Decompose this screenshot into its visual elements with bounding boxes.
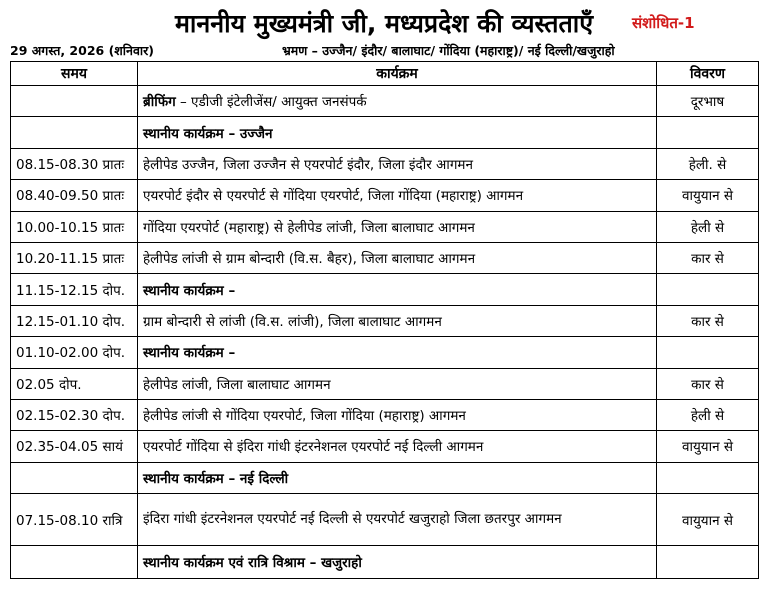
table-row [11, 211, 759, 242]
table-row [11, 368, 759, 399]
table-row [11, 431, 759, 462]
program-cell [138, 86, 657, 117]
details-cell [657, 274, 759, 305]
schedule-table [10, 61, 759, 579]
table-row [11, 117, 759, 148]
column-header-program: कार्यक्रम [138, 62, 657, 86]
program-text: ग्राम बोन्दारी से लांजी (वि.स. लांजी), जिला बालाघाट आगमन [143, 313, 442, 330]
program-cell [138, 368, 657, 399]
details-cell: वायुयान से [657, 431, 759, 462]
details-cell: दूरभाष [657, 86, 759, 117]
details-cell: हेली. से [657, 148, 759, 179]
table-row [11, 462, 759, 493]
time-cell: 08.40-09.50 प्रातः [11, 180, 138, 211]
table-row [11, 337, 759, 368]
time-cell: 08.15-08.30 प्रातः [11, 148, 138, 179]
program-cell [138, 546, 657, 579]
table-row [11, 242, 759, 273]
program-heading: स्थानीय कार्यक्रम – [143, 282, 236, 299]
column-header-time: समय [11, 62, 138, 86]
table-row [11, 546, 759, 579]
table-row [11, 399, 759, 430]
program-text: – उज्जैन [223, 125, 273, 142]
program-cell [138, 305, 657, 336]
program-heading: स्थानीय कार्यक्रम [143, 470, 224, 487]
tour-route: भ्रमण – उज्जैन/ इंदौर/ बालाघाट/ गोंदिया (महाराष्ट्र)/ नई दिल्ली/खजुराहो [282, 43, 615, 58]
details-cell: कार से [657, 242, 759, 273]
time-cell [11, 462, 138, 493]
time-cell: 07.15-08.10 रात्रि [11, 494, 138, 546]
time-cell: 10.20-11.15 प्रातः [11, 242, 138, 273]
program-cell [138, 117, 657, 148]
revision-label: संशोधित-1 [632, 14, 695, 32]
program-text: इंदिरा गांधी इंटरनेशनल एयरपोर्ट नई दिल्ली से एयरपोर्ट खजुराहो जिला छतरपुर आगमन [143, 511, 562, 528]
program-cell [138, 494, 657, 546]
details-cell [657, 462, 759, 493]
document-title: माननीय मुख्यमंत्री जी, मध्यप्रदेश की व्यस्तताएँ [174, 9, 594, 38]
program-cell [138, 337, 657, 368]
time-cell [11, 117, 138, 148]
time-cell: 11.15-12.15 दोप. [11, 274, 138, 305]
program-text: एयरपोर्ट इंदौर से एयरपोर्ट से गोंदिया एयरपोर्ट, जिला गोंदिया (महाराष्ट्र) आगमन [143, 188, 524, 205]
details-cell: कार से [657, 368, 759, 399]
details-cell: वायुयान से [657, 494, 759, 546]
details-cell [657, 337, 759, 368]
time-cell: 12.15-01.10 दोप. [11, 305, 138, 336]
details-cell: कार से [657, 305, 759, 336]
program-heading: स्थानीय कार्यक्रम – [143, 345, 236, 362]
details-cell [657, 117, 759, 148]
time-cell: 02.15-02.30 दोप. [11, 399, 138, 430]
details-cell [657, 546, 759, 579]
program-text: गोंदिया एयरपोर्ट (महाराष्ट्र) से हेलीपेड लांजी, जिला बालाघाट आगमन [143, 219, 475, 236]
details-cell: वायुयान से [657, 180, 759, 211]
time-cell: 10.00-10.15 प्रातः [11, 211, 138, 242]
program-heading: स्थानीय कार्यक्रम एवं रात्रि विश्राम – खजुराहो [143, 555, 362, 572]
program-cell [138, 274, 657, 305]
program-text: हेलीपेड लांजी से गोंदिया एयरपोर्ट, जिला गोंदिया (महाराष्ट्र) आगमन [143, 408, 466, 425]
program-text: हेलीपेड लांजी से ग्राम बोन्दारी (वि.स. बैहर), जिला बालाघाट आगमन [143, 251, 476, 268]
time-cell [11, 86, 138, 117]
schedule-date: 29 अगस्त, 2026 (शनिवार) [10, 43, 154, 58]
table-row [11, 148, 759, 179]
program-cell [138, 399, 657, 430]
details-cell: हेली से [657, 399, 759, 430]
details-cell: हेली से [657, 211, 759, 242]
program-cell [138, 431, 657, 462]
program-cell [138, 211, 657, 242]
table-header-row [11, 62, 759, 86]
program-cell [138, 180, 657, 211]
time-cell: 01.10-02.00 दोप. [11, 337, 138, 368]
table-row [11, 305, 759, 336]
table-row [11, 180, 759, 211]
program-heading: ब्रीफिंग [143, 94, 176, 111]
program-text: हेलीपेड उज्जैन, जिला उज्जैन से एयरपोर्ट इंदौर, जिला इंदौर आगमन [143, 156, 474, 173]
time-cell: 02.05 दोप. [11, 368, 138, 399]
time-cell: 02.35-04.05 सायं [11, 431, 138, 462]
program-cell [138, 462, 657, 493]
program-text: – नई दिल्ली [223, 470, 289, 487]
column-header-details: विवरण [657, 62, 759, 86]
program-heading: स्थानीय कार्यक्रम [143, 125, 224, 142]
table-row [11, 274, 759, 305]
subheader [10, 42, 758, 62]
program-text: – एडीजी इंटेलीजेंस/ आयुक्त जनसंपर्क [175, 94, 367, 111]
table-row [11, 86, 759, 117]
table-row [11, 494, 759, 546]
program-cell [138, 242, 657, 273]
program-text: एयरपोर्ट गोंदिया से इंदिरा गांधी इंटरनेशनल एयरपोर्ट नई दिल्ली आगमन [143, 439, 484, 456]
program-text: हेलीपेड लांजी, जिला बालाघाट आगमन [143, 376, 331, 393]
program-cell [138, 148, 657, 179]
time-cell [11, 546, 138, 579]
